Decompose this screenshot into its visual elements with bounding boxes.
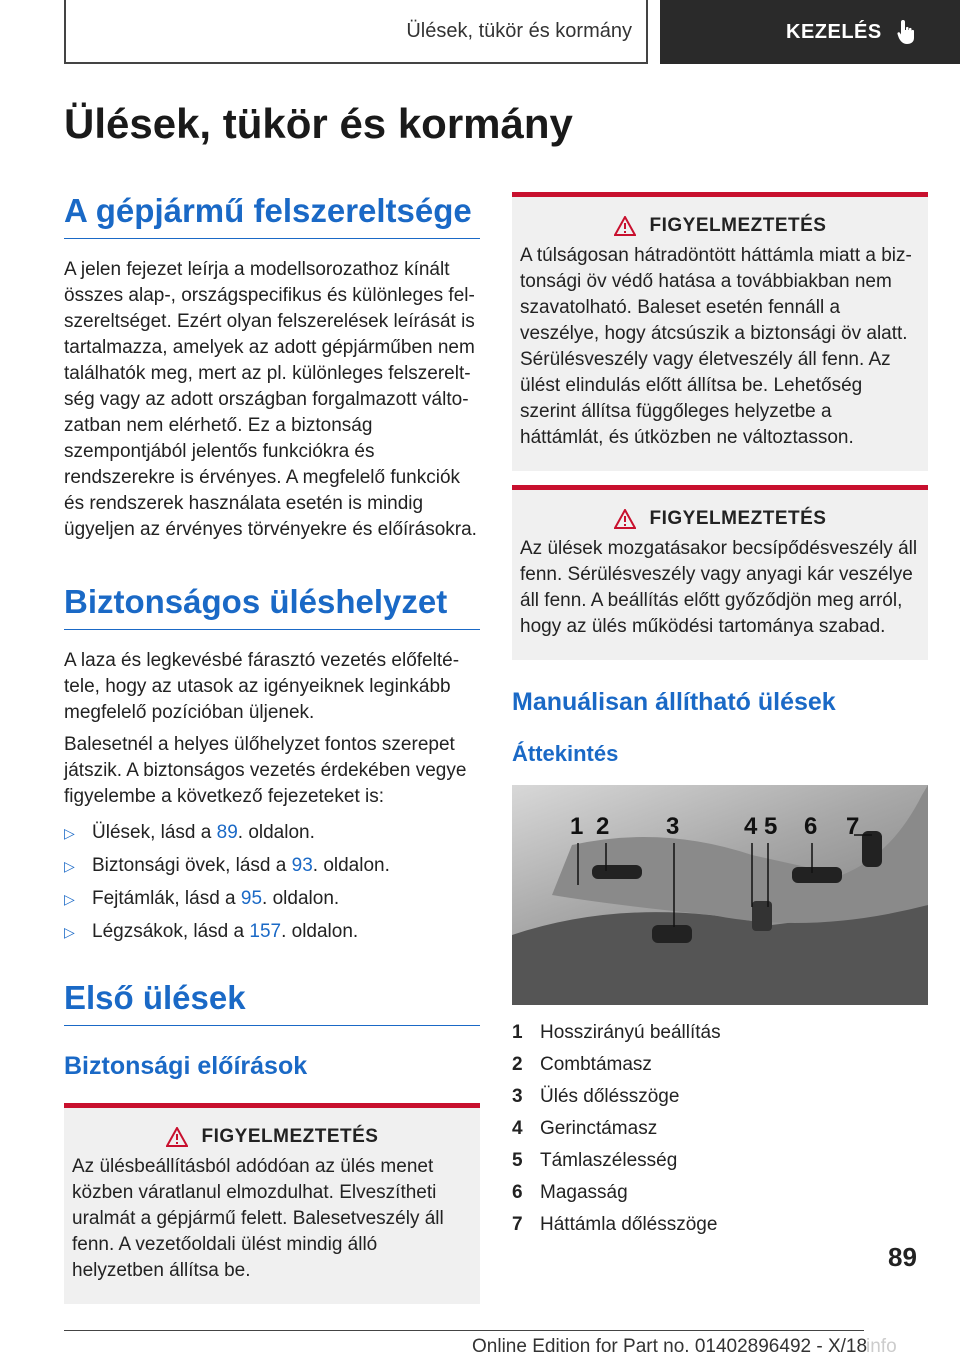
subheading-safety: Biztonsági előírások — [64, 1052, 308, 1080]
legend-item: 4 Gerinctámasz — [512, 1118, 658, 1139]
callout-label: 7 — [846, 813, 860, 840]
warning-triangle-icon — [614, 216, 636, 236]
warning-text: A túlságosan hátradöntött háttámla miatt a biztonsági öv védő hatása a továbbiakban nem szavatolható. Baleset esetén fennáll a veszélye, hogy átcsúszik a biztonsági öv alatt. Sérülésveszély vagy életveszély áll fenn. Az ülést elindulás előtt állítsa be. Lehetőség szerint állítsa függőleges helyzetbe a háttámlát, és útközben ne változtasson. — [520, 245, 912, 448]
legend-item: 5 Támlaszélesség — [512, 1150, 678, 1171]
triangle-bullet-icon: ▷ — [64, 858, 75, 874]
legend-list — [512, 1017, 928, 1241]
header-chapter-label: KEZELÉS — [786, 20, 882, 43]
section-heading-seating-position: Biztonságos üléshelyzet — [64, 583, 480, 630]
triangle-bullet-icon: ▷ — [64, 891, 75, 907]
list-item: ▷ Biztonsági övek, lásd a 93. oldalon. — [64, 853, 480, 879]
seating-paragraph-2: Balesetnél a helyes ülőhelyzet fontos szerepet játszik. A biztonságos vezetés érdekében vegye figyelembe a következő fejezeteket is: — [64, 734, 467, 807]
warning-triangle-icon — [166, 1127, 188, 1147]
section-heading-equipment: A gépjármű felszereltsége — [64, 192, 480, 239]
warning-text: Az ülések mozgatásakor becsípődésveszély áll fenn. Sérülésveszély vagy anyagi kár veszélye áll fenn. A beállítás előtt győződjön meg arról, hogy az ülés működési tartománya szabad. — [520, 538, 918, 637]
list-item: ▷ Légzsákok, lásd a 157. oldalon. — [64, 919, 480, 945]
seat-controls-photo — [512, 785, 928, 1005]
footer-text: Online Edition for Part no. 01402896492 - X/18 — [472, 1336, 868, 1357]
callout-label: 3 — [666, 813, 680, 840]
warning-triangle-icon — [614, 509, 636, 529]
triangle-bullet-icon: ▷ — [64, 825, 75, 841]
equipment-paragraph: A jelen fejezet leírja a modellsorozathoz kínált összes alap-, országspecifikus és különleges felszereltséget. Ezért olyan felszerelések leírását is tartalmazza, amelyek az adott gépjárműben nem találhatók meg, mert az pl. különleges felszereltség vagy az adott országban forgalmazott változatban nem elérhető. Ez a biztonság szempontjából jelentős funkciókra és rendszerekre is érvényes. A megfelelő funkciók és rendszerek használata esetén is mindig ügyeljen az érvényes törvényekre és előírásokra. — [64, 259, 477, 540]
header-section-title: Ülések, tükör és kormány — [406, 19, 632, 42]
header-section-tab — [64, 0, 648, 64]
hand-pointer-icon — [896, 18, 918, 46]
footer-divider — [64, 1330, 864, 1331]
page-link[interactable]: 95 — [240, 888, 263, 909]
list-item: ▷ Fejtámlák, lásd a 95. oldalon. — [64, 886, 480, 912]
legend-item: 2 Combtámasz — [512, 1054, 652, 1075]
section-heading-manual-seats: Manuálisan állítható ülések — [512, 688, 836, 716]
header-chapter-tab — [660, 0, 960, 64]
reference-list — [64, 820, 480, 945]
warning-title: FIGYELMEZTETÉS — [72, 1126, 472, 1148]
callout-label: 1 — [570, 813, 584, 840]
legend-item: 6 Magasság — [512, 1182, 628, 1203]
section-heading-front-seats: Első ülések — [64, 979, 480, 1026]
page-title: Ülések, tükör és kormány — [64, 100, 573, 147]
page-number: 89 — [888, 1242, 917, 1272]
warning-title: FIGYELMEZTETÉS — [520, 215, 920, 237]
subheading-overview: Áttekintés — [512, 741, 619, 766]
page-link[interactable]: 93 — [291, 855, 313, 876]
list-item: ▷ Ülések, lásd a 89. oldalon. — [64, 820, 480, 846]
warning-box — [64, 1103, 480, 1304]
legend-item: 3 Ülés dőlésszöge — [512, 1086, 680, 1107]
warning-title: FIGYELMEZTETÉS — [520, 508, 920, 530]
legend-item: 7 Háttámla dőlésszöge — [512, 1214, 718, 1235]
warning-box — [512, 192, 928, 471]
footer-watermark: info — [866, 1336, 897, 1357]
warning-box — [512, 485, 928, 660]
page-link[interactable]: 89 — [216, 822, 238, 843]
warning-text: Az ülésbeállításból adódóan az ülés menet közben váratlanul elmozdulhat. Elveszítheti uralmát a gépjármű felett. Balesetveszély áll fenn. A vezetőoldali ülést mindig álló helyzetben állítsa be. — [72, 1156, 444, 1281]
callout-label: 5 — [764, 813, 778, 840]
callout-label: 4 — [744, 813, 758, 840]
left-column — [64, 192, 480, 1304]
page-link[interactable]: 157 — [249, 921, 282, 942]
triangle-bullet-icon: ▷ — [64, 924, 75, 940]
right-column — [512, 192, 928, 1241]
callout-label: 2 — [596, 813, 610, 840]
legend-item: 1 Hosszirányú beállítás — [512, 1022, 721, 1043]
seating-paragraph-1: A laza és legkevésbé fárasztó vezetés előfeltétele, hogy az utasok az igényeiknek leginkább megfelelő pozícióban üljenek. — [64, 650, 460, 723]
callout-label: 6 — [804, 813, 818, 840]
